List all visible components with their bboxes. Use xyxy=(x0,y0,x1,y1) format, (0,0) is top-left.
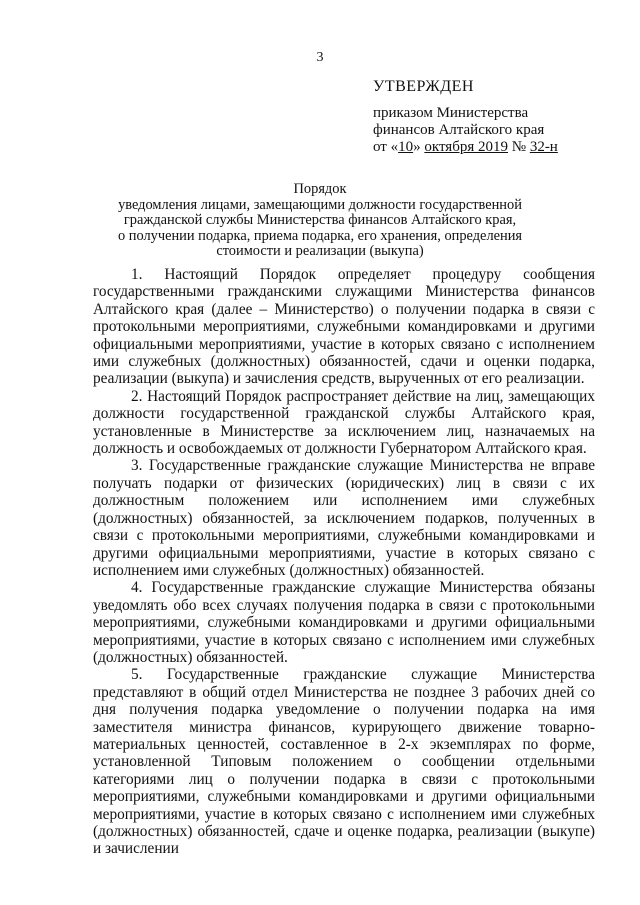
date-prefix: от « xyxy=(373,139,399,155)
date-mid: » xyxy=(413,139,425,155)
paragraph-4: 4. Государственные гражданские служащие Министерства обязаны уведомлять обо всех случаях получения подарка в связи с протокольными мероприятиями, служебными командировками и другими официальными мероприятиями, участие в которых связано с исполнением ими служебных (должностных) обязанностей. xyxy=(93,579,595,666)
date-month-year: октября 2019 xyxy=(424,139,508,155)
paragraph-3: 3. Государственные гражданские служащие Министерства не вправе получать подарки от физических (юридических) лиц в связи с их должностным положением или исполнением ими служебных (должностных) обязанностей, за исключением подарков, полученных в связи с протокольными мероприятиями, служебными командировками и другими официальными мероприятиями, участие в которых связано с исполнением ими служебных (должностных) обязанностей. xyxy=(93,457,595,579)
approval-date-line xyxy=(373,139,623,156)
approval-line: приказом Министерства xyxy=(373,105,529,121)
paragraph-1: 1. Настоящий Порядок определяет процедуру сообщения государственными гражданскими служащими Министерства финансов Алтайского края (далее – Министерство) о получении подарка в связи с протокольными мероприятиями, служебными командировками и другими официальными мероприятиями, участие в которых связано с исполнением ими служебных (должностных) обязанностей, сдачи и оценки подарка, реализации (выкупа) и зачисления средств, вырученных от его реализации. xyxy=(93,266,595,388)
document-title xyxy=(95,182,545,260)
approval-heading: УТВЕРЖДЕН xyxy=(373,78,474,95)
paragraph-5: 5. Государственные гражданские служащие Министерства представляют в общий отдел Министерства не позднее 3 рабочих дней со дня получения подарка уведомление о получении подарка на имя заместителя министра финансов, курирующего движение товарно-материальных ценностей, составленное в 2-х экземплярах по форме, установленной Типовым положением о сообщении отдельными категориями лиц о получении подарка в связи с протокольными мероприятиями, служебными командировками и другими официальными мероприятиями, участие в которых связано с исполнением ими служебных (должностных) обязанностей, сдаче и оценке подарка, реализации (выкупе) и зачислении xyxy=(93,666,595,858)
approval-block xyxy=(373,78,623,156)
title-line: стоимости и реализации (выкупа) xyxy=(216,243,424,259)
document-body xyxy=(93,266,595,858)
title-line: Порядок xyxy=(293,181,347,197)
title-line: гражданской службы Министерства финансов Алтайского края, xyxy=(123,212,517,228)
approval-line: финансов Алтайского края xyxy=(373,122,545,138)
page-number: 3 xyxy=(316,50,324,65)
date-day: 10 xyxy=(398,139,414,155)
title-line: уведомления лицами, замещающими должности государственной xyxy=(118,196,522,213)
number-prefix: № xyxy=(508,139,530,155)
paragraph-2: 2. Настоящий Порядок распространяет действие на лиц, замещающих должности государственной гражданской службы Алтайского края, установленные в Министерстве за исключением лиц, назначаемых на должность и освобождаемых от должности Губернатором Алтайского края. xyxy=(93,387,595,458)
title-line: о получении подарка, приема подарка, его хранения, определения xyxy=(117,227,523,244)
order-number: 32-н xyxy=(529,139,558,155)
